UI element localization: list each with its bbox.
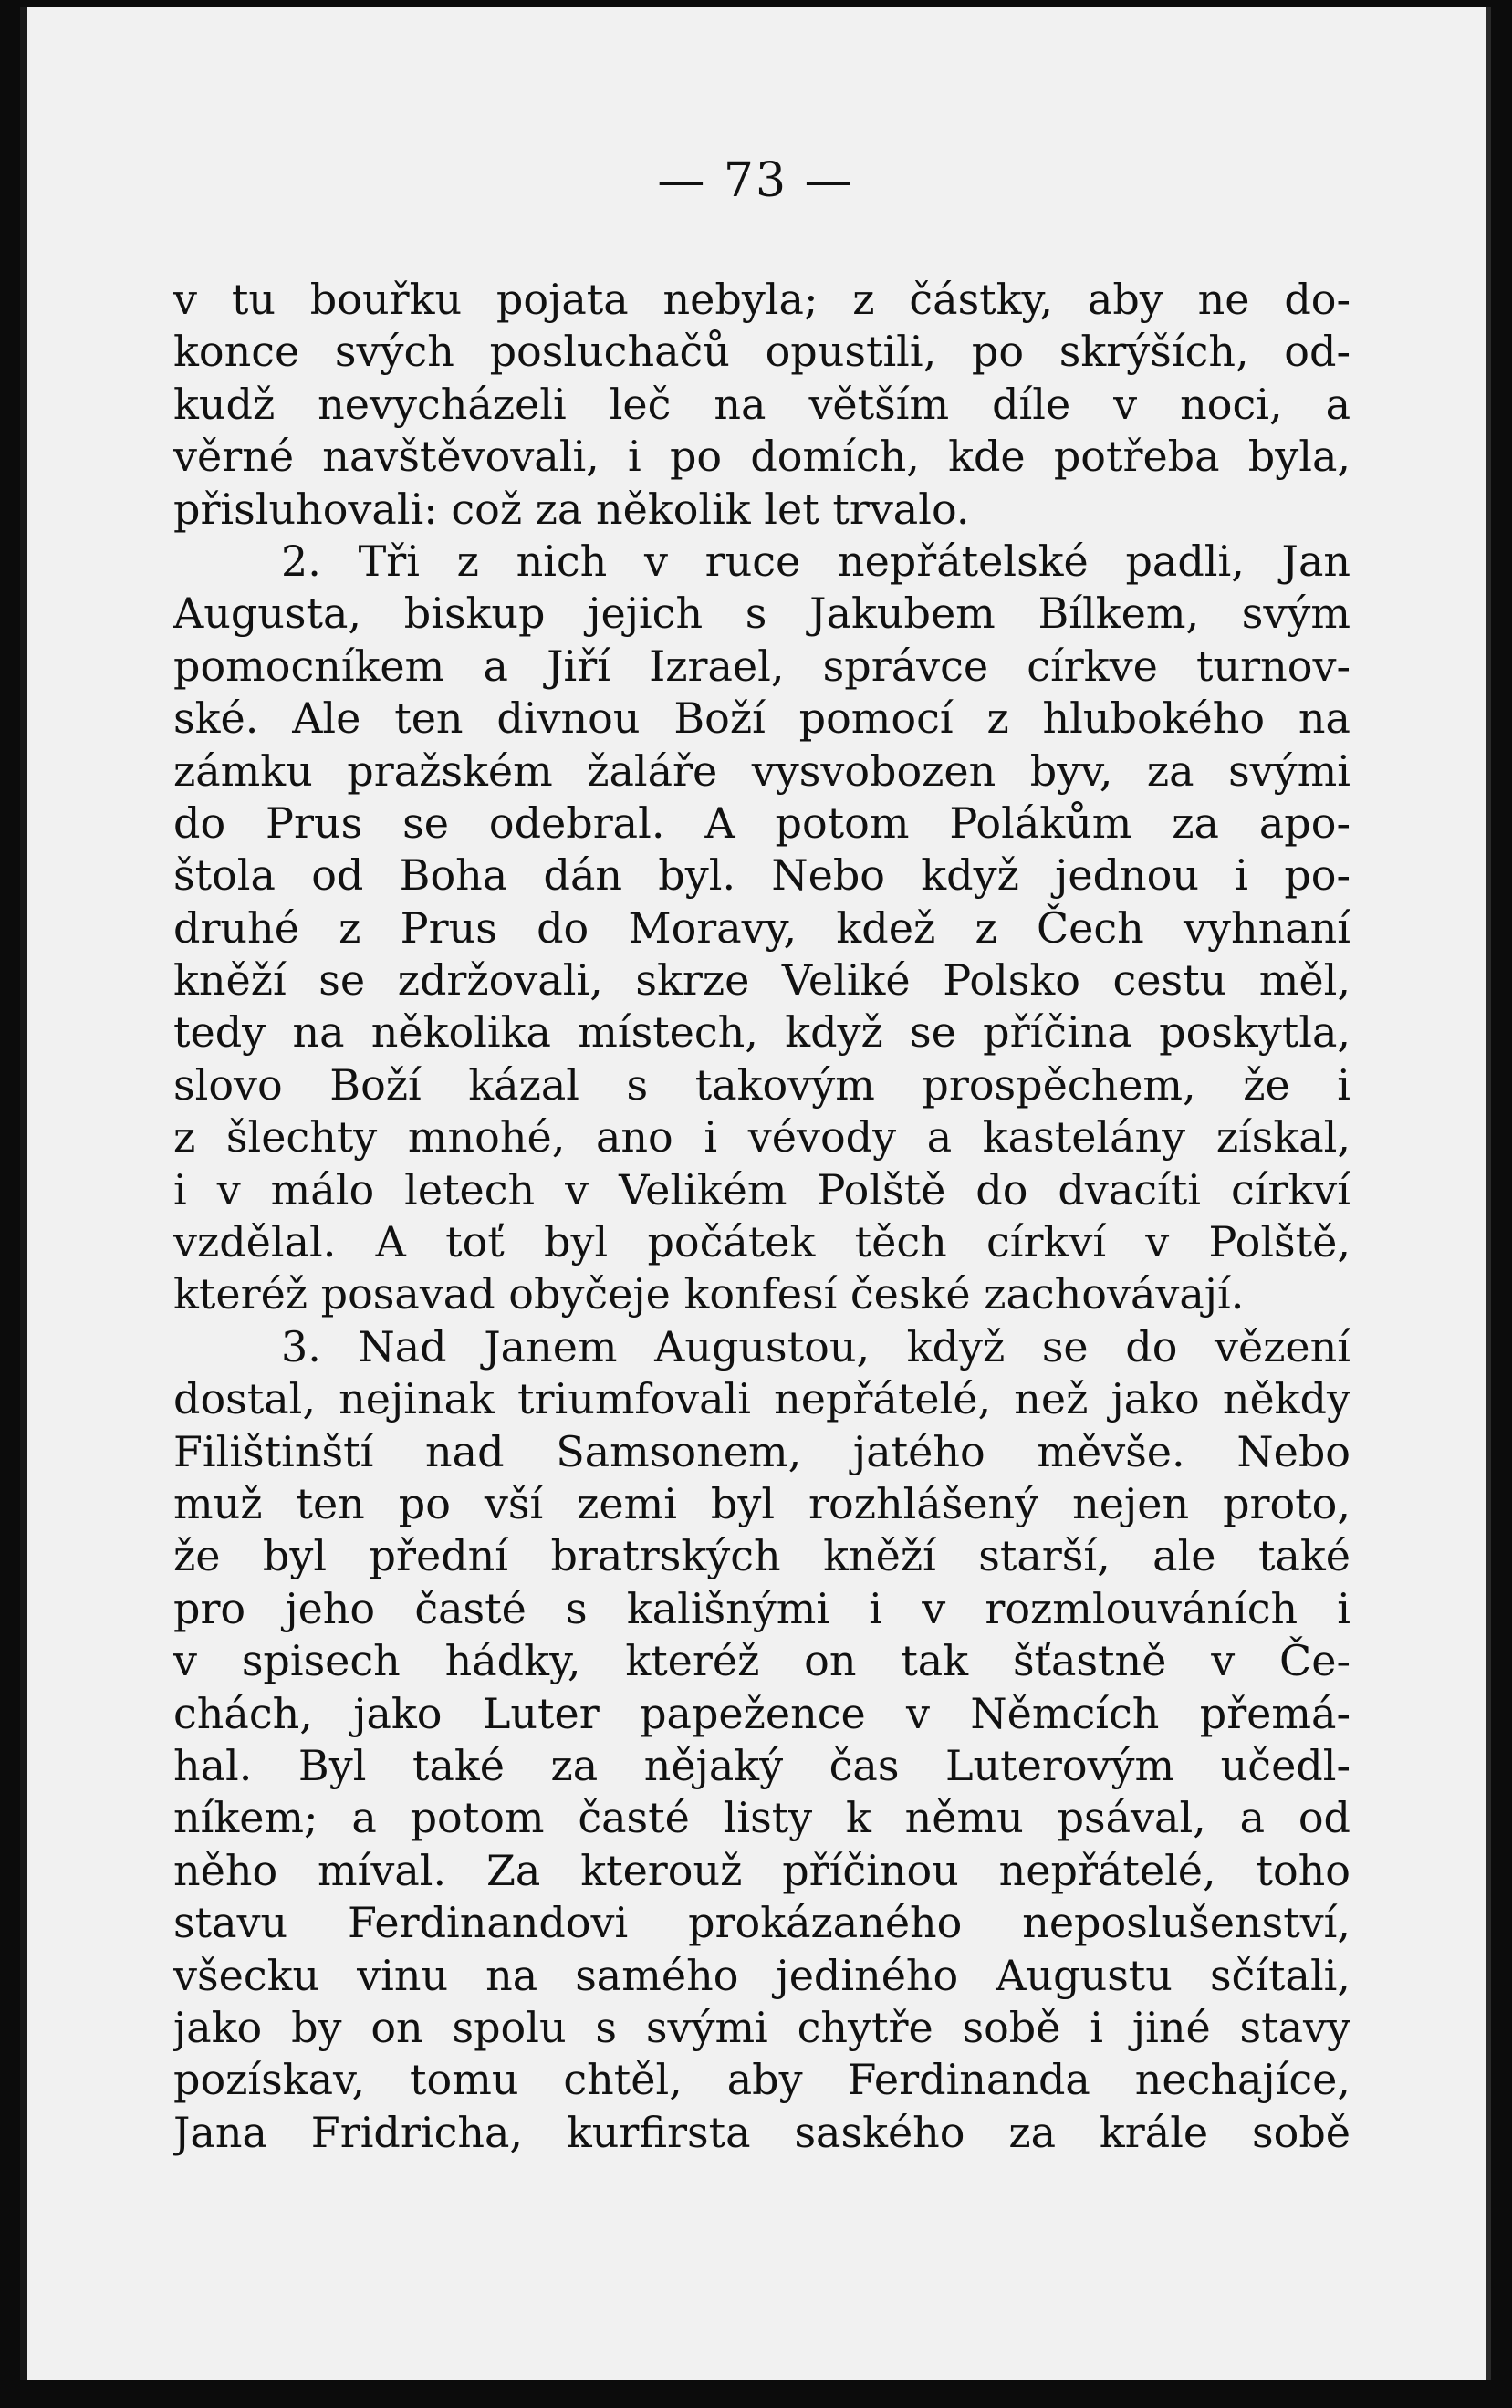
text-line: 3. Nad Janem Augustou, když se do vězení: [281, 1321, 1350, 1371]
text-line: něho míval. Za kterouž příčinou nepřátelé, toho: [173, 1845, 1350, 1895]
text-line: Jana Fridricha, kurfirsta saského za krále sobě: [173, 2107, 1350, 2157]
text-line: slovo Boží kázal s takovým prospěchem, že i: [173, 1059, 1350, 1110]
text-line: vzdělal. A toť byl počátek těch církví v Polště,: [173, 1217, 1350, 1267]
text-line: tedy na několika místech, když se příčina poskytla,: [173, 1007, 1350, 1058]
text-line: že byl přední bratrských kněží starší, ale také: [173, 1531, 1350, 1581]
text-line: muž ten po vší zemi byl rozhlášený nejen proto,: [173, 1478, 1350, 1528]
text-line: kněží se zdržovali, skrze Veliké Polsko cestu měl,: [173, 955, 1350, 1006]
text-line: hal. Byl také za nějaký čas Luterovým učedl-: [173, 1740, 1350, 1790]
text-line: do Prus se odebral. A potom Polákům za apo-: [173, 797, 1350, 848]
page-number: — 73 —: [657, 153, 854, 208]
text-line: i v málo letech v Velikém Polště do dvacíti církví: [173, 1164, 1350, 1214]
text-line: v spisech hádky, kteréž on tak šťastně v Če-: [173, 1636, 1350, 1686]
text-line: v tu bouřku pojata nebyla; z částky, aby ne do-: [173, 275, 1350, 324]
text-line: chách, jako Luter papežence v Němcích přemá-: [173, 1688, 1350, 1738]
text-line: Filištinští nad Samsonem, jatého měvše. Nebo: [173, 1426, 1350, 1476]
text-line: pomocníkem a Jiří Izrael, správce církve turnov-: [173, 641, 1350, 691]
text-line: stavu Ferdinandovi prokázaného neposlušenství,: [173, 1898, 1350, 1948]
text-line: věrné navštěvovali, i po domích, kde potřeba byla,: [173, 432, 1350, 482]
text-line: ské. Ale ten divnou Boží pomocí z hlubokého na: [173, 693, 1350, 744]
text-line: pozískav, tomu chtěl, aby Ferdinanda nechajíce,: [173, 2055, 1350, 2105]
text-line: Augusta, biskup jejich s Jakubem Bílkem, svým: [173, 589, 1350, 639]
text-line: konce svých posluchačů opustili, po skrýších, od-: [173, 327, 1350, 377]
body-text: [173, 274, 1350, 2159]
text-line: druhé z Prus do Moravy, kdež z Čech vyhnaní: [173, 902, 1350, 953]
text-line: přisluhovali: což za několik let trvalo.: [173, 484, 970, 534]
text-line: všecku vinu na samého jediného Augustu sčítali,: [173, 1950, 1350, 2000]
page-outer-edge: [1486, 7, 1491, 2380]
text-line: dostal, nejinak triumfovali nepřátelé, než jako někdy: [173, 1374, 1350, 1424]
text-line: kudž nevycházeli leč na větším díle v noci, a: [173, 379, 1350, 429]
text-line: pro jeho časté s kališnými i v rozmlouváních i: [173, 1583, 1350, 1633]
text-line: zámku pražském žaláře vysvobozen byv, za svými: [173, 745, 1350, 796]
text-line: štola od Boha dán byl. Nebo když jednou i po-: [173, 850, 1350, 901]
page-binding-edge: [20, 7, 27, 2380]
text-line: jako by on spolu s svými chytře sobě i jiné stavy: [173, 2002, 1350, 2052]
text-line: níkem; a potom časté listy k němu psával, a od: [173, 1793, 1350, 1843]
text-line: z šlechty mnohé, ano i vévody a kastelány získal,: [173, 1112, 1350, 1162]
text-line: kteréž posavad obyčeje konfesí české zachovávají.: [173, 1269, 1245, 1319]
book-page: [20, 7, 1491, 2380]
text-line: 2. Tři z nich v ruce nepřátelské padli, Jan: [281, 536, 1350, 586]
